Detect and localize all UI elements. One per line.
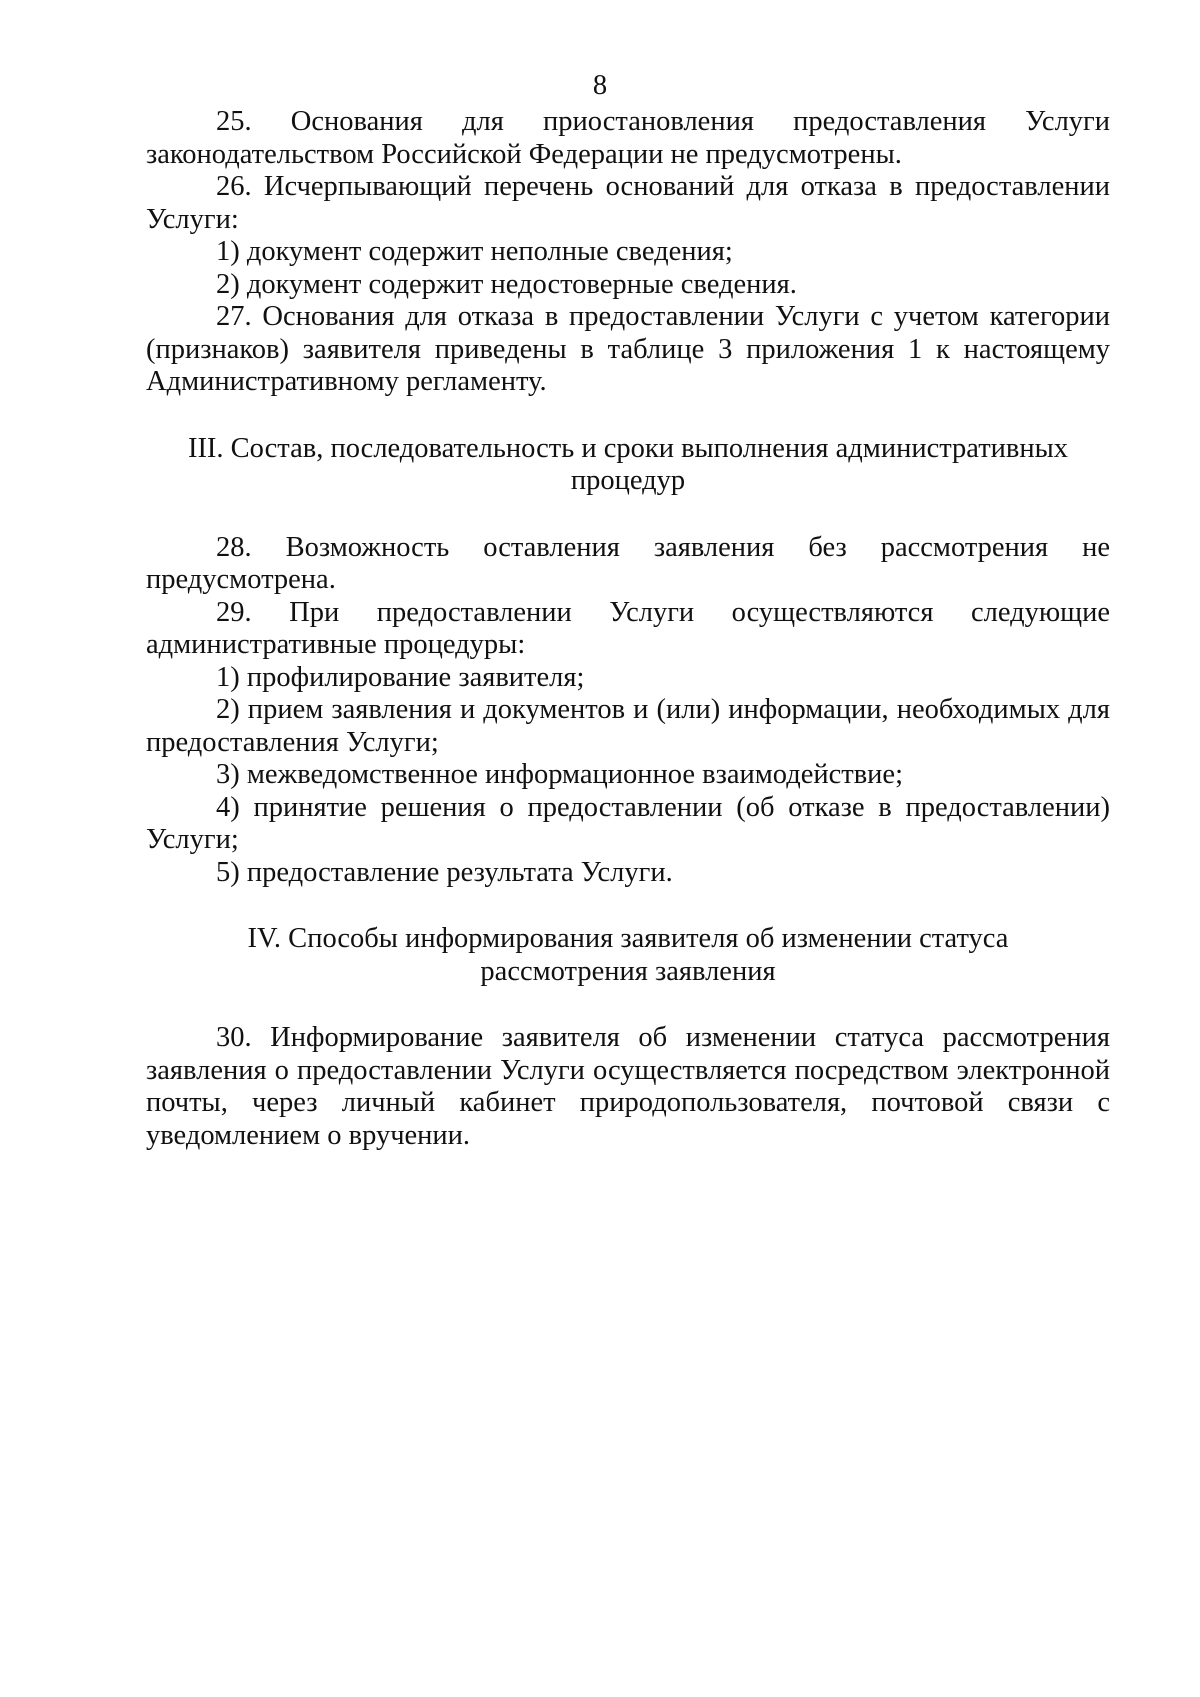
list-item-29-3: 3) межведомственное информационное взаимодействие; [216,759,903,790]
section-3-heading-line-1: III. Состав, последовательность и сроки выполнения административных [187,432,1069,464]
list-item-29-4: 4) принятие решения о предоставлении (об отказе в предоставлении) Услуги; [146,791,1110,855]
document-body [146,106,1110,1152]
section-4-heading-line-1: IV. Способы информирования заявителя об изменении статуса [247,923,1009,954]
section-3-heading [168,433,1088,498]
section-4-heading-line-2: рассмотрения заявления [480,955,776,987]
paragraph-28: 28. Возможность оставления заявления без рассмотрения не предусмотрена. [146,531,1110,595]
list-item-26-1: 1) документ содержит неполные сведения; [216,236,733,267]
paragraph-29: 29. При предоставлении Услуги осуществляются следующие административные процедуры: [146,596,1110,660]
list-item-26-2: 2) документ содержит недостоверные сведения. [216,268,797,300]
paragraph-25: 25. Основания для приостановления предоставления Услуги законодательством Российской Федерации не предусмотрены. [146,106,1110,170]
list-item-29-5: 5) предоставление результата Услуги. [216,856,673,888]
paragraph-30: 30. Информирование заявителя об изменении статуса рассмотрения заявления о предоставлении Услуги осуществляется посредством электронной почты, через личный кабинет природопользователя, почтовой связи с уведомлением о вручении. [146,1022,1110,1151]
list-item-29-2: 2) прием заявления и документов и (или) информации, необходимых для предоставления Услуги; [146,694,1110,758]
paragraph-26: 26. Исчерпывающий перечень оснований для отказа в предоставлении Услуги: [146,171,1110,235]
section-4-heading [168,923,1088,988]
section-3-heading-line-2: процедур [570,465,686,496]
paragraph-27: 27. Основания для отказа в предоставлении Услуги с учетом категории (признаков) заявителя приведены в таблице 3 приложения 1 к настоящему Административному регламенту. [146,301,1110,397]
list-item-29-1: 1) профилирование заявителя; [216,661,585,693]
page-number: 8 [592,70,608,101]
